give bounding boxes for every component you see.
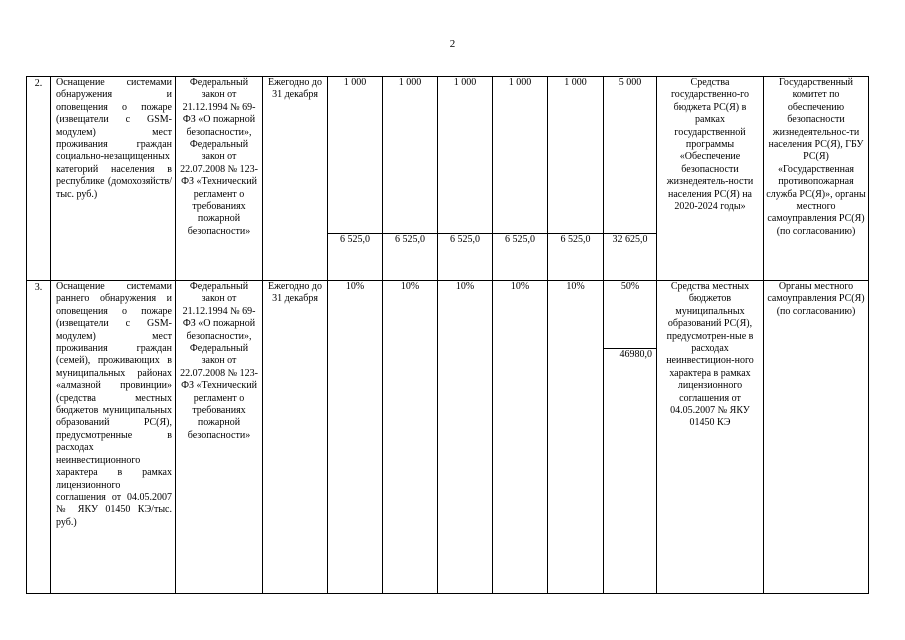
total-cell	[604, 281, 657, 594]
total-quantity: 5 000	[618, 77, 642, 88]
row-number: 2.	[27, 77, 51, 281]
year-3-cell	[438, 77, 493, 281]
year-4-share: 10%	[510, 281, 530, 292]
year-2-share: 10%	[400, 281, 420, 292]
funding-source: Средства государственно-го бюджета РС(Я) в рамках государственной программы «Обеспечение безопасности жизнедеятель-ности населения РС(Я) на 2020-2024 годы»	[657, 77, 764, 281]
year-2-cell	[383, 77, 438, 281]
page-number: 2	[449, 38, 456, 50]
legal-basis: Федеральный закон от 21.12.1994 № 69-ФЗ «О пожарной безопасности», Федеральный закон от 22.07.2008 № 123-ФЗ «Технический регламент о требованиях пожарной безопасности»	[176, 281, 263, 594]
total-amount: 32 625,0	[604, 233, 656, 246]
year-5-quantity: 1 000	[564, 77, 587, 88]
total-share: 50%	[620, 281, 640, 292]
row-number: 3.	[27, 281, 51, 594]
year-5-cell	[548, 77, 604, 281]
year-4-amount: 6 525,0	[493, 233, 547, 246]
year-5-cell	[548, 281, 604, 594]
table-row	[27, 281, 869, 594]
year-3-amount: 6 525,0	[438, 233, 492, 246]
year-4-cell	[493, 77, 548, 281]
year-4-quantity: 1 000	[508, 77, 532, 88]
year-1-amount: 6 525,0	[328, 233, 382, 246]
year-1-cell	[328, 281, 383, 594]
responsible-executor: Государственный комитет по обеспечению безопасности жизнедеятельнос-ти населения РС(Я), ГБУ РС(Я) «Государственная противопожарная служба РС(Я)», органы местного самоуправления РС(Я) (по согласованию)	[764, 77, 869, 281]
deadline: Ежегодно до 31 декабря	[263, 77, 328, 281]
legal-basis: Федеральный закон от 21.12.1994 № 69-ФЗ «О пожарной безопасности», Федеральный закон от 22.07.2008 № 123-ФЗ «Технический регламент о требованиях пожарной безопасности»	[176, 77, 263, 281]
year-1-cell	[328, 77, 383, 281]
deadline: Ежегодно до 31 декабря	[263, 281, 328, 594]
funding-source: Средства местных бюджетов муниципальных образований РС(Я), предусмотрен-ные в расходах неинвестицион-ного характера в рамках лицензионного соглашения от 04.05.2007 № ЯКУ 01450 КЭ	[657, 281, 764, 594]
year-3-share: 10%	[455, 281, 475, 292]
year-2-cell	[383, 281, 438, 594]
year-5-share: 10%	[566, 281, 585, 292]
measure-description: Оснащение системами раннего обнаружения и оповещения о пожаре (извещатели с GSM-модулем) мест проживания граждан (семей), проживающих в муниципальных районах «алмазной провинции» (средства местных бюджетов муниципальных образований РС(Я), предусмотренные в расходах неинвестиционного характера в рамках лицензионного соглашения от 04.05.2007 № ЯКУ 01450 КЭ/тыс. руб.)	[51, 281, 176, 594]
measure-description: Оснащение системами обнаружения и оповещения о пожаре (извещатели с GSM-модулем) мест проживания граждан социально-незащищенных категорий населения в республике (домохозяйств/тыс. руб.)	[51, 77, 176, 281]
responsible-executor: Органы местного самоуправления РС(Я) (по согласованию)	[764, 281, 869, 594]
year-5-amount: 6 525,0	[548, 233, 603, 246]
table-row	[27, 77, 869, 281]
year-3-cell	[438, 281, 493, 594]
year-1-share: 10%	[345, 281, 365, 292]
total-cell	[604, 77, 657, 281]
total-amount: 46980,0	[604, 348, 656, 361]
program-table	[26, 76, 869, 594]
year-3-quantity: 1 000	[453, 77, 477, 88]
year-2-amount: 6 525,0	[383, 233, 437, 246]
year-4-cell	[493, 281, 548, 594]
year-1-quantity: 1 000	[343, 77, 367, 88]
year-2-quantity: 1 000	[398, 77, 422, 88]
